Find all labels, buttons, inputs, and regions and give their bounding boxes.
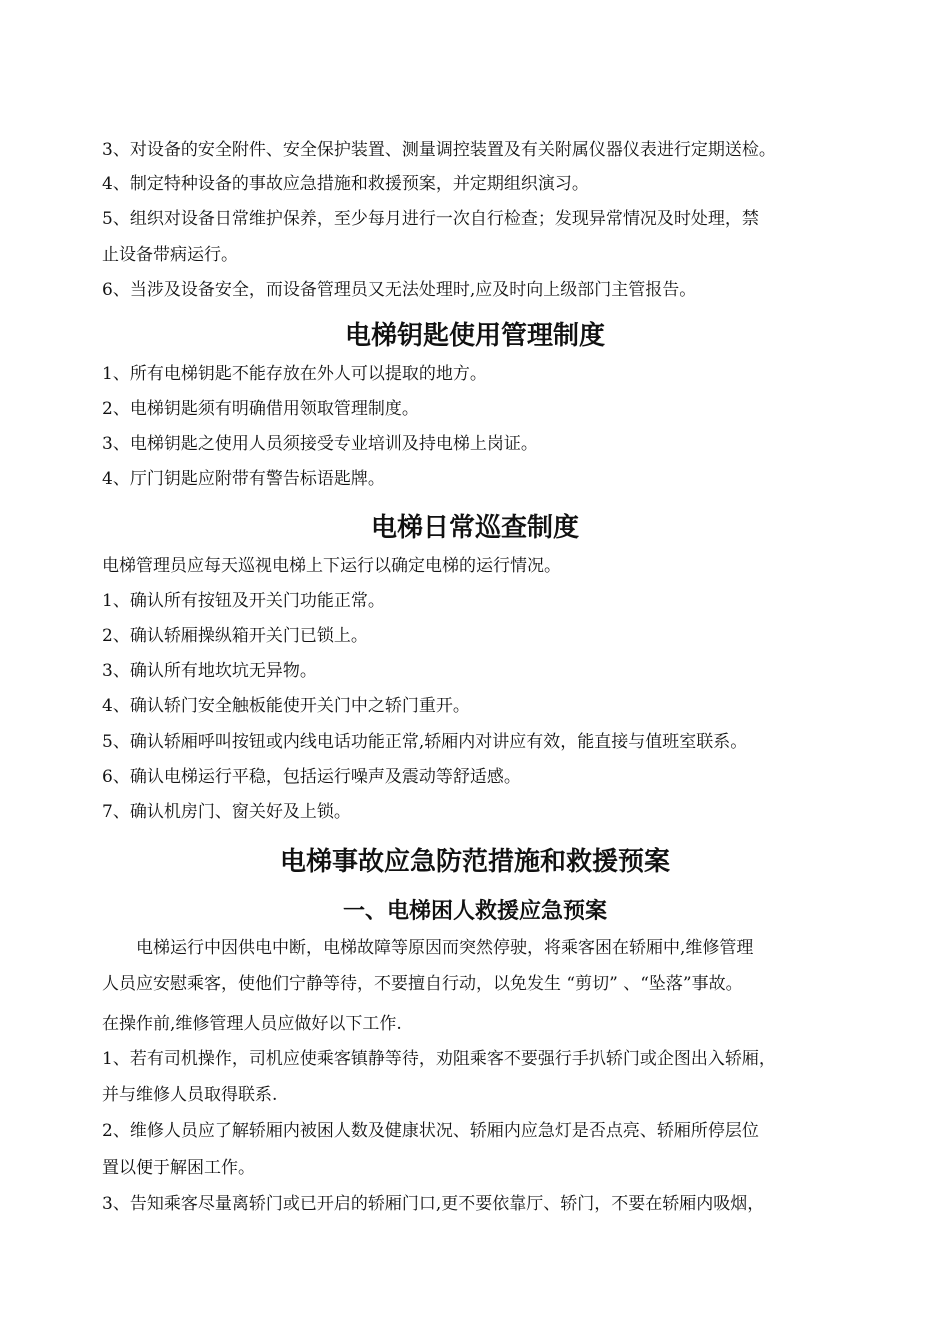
section-title-key-policy: 电梯钥匙使用管理制度 <box>344 321 605 351</box>
paragraph-line: 并与维修人员取得联系. <box>102 1085 278 1105</box>
paragraph-line: 人员应安慰乘客，使他们宁静等待，不要擅自行动，以免发生 “剪切” 、“坠落”事故。 <box>102 974 743 994</box>
paragraph-line: 置以便于解困工作。 <box>102 1158 255 1178</box>
paragraph-line: 在操作前,维修管理人员应做好以下工作. <box>102 1014 402 1034</box>
paragraph-line: 电梯运行中因供电中断，电梯故障等原因而突然停驶，将乘客困在轿厢中,维修管理 <box>102 938 754 958</box>
paragraph-line: 3、对设备的安全附件、安全保护装置、测量调控装置及有关附属仪器仪表进行定期送检。 <box>102 140 776 160</box>
paragraph-line: 4、制定特种设备的事故应急措施和救援预案，并定期组织演习。 <box>102 174 589 194</box>
section-title-daily-check: 电梯日常巡查制度 <box>370 513 579 543</box>
list-item: 4、厅门钥匙应附带有警告标语匙牌。 <box>102 469 385 489</box>
list-item: 3、确认所有地坎坑无异物。 <box>102 661 317 681</box>
section-title-emergency: 电梯事故应急防范措施和救援预案 <box>279 847 670 877</box>
list-item: 6、确认电梯运行平稳，包括运行噪声及震动等舒适感。 <box>102 767 521 787</box>
list-item: 2、确认轿厢操纵箱开关门已锁上。 <box>102 626 368 646</box>
list-item: 3、告知乘客尽量离轿门或已开启的轿厢门口,更不要依靠厅、轿门，不要在轿厢内吸烟， <box>102 1194 765 1214</box>
list-item: 5、确认轿厢呼叫按钮或内线电话功能正常,轿厢内对讲应有效，能直接与值班室联系。 <box>102 732 748 752</box>
paragraph-line: 电梯管理员应每天巡视电梯上下运行以确定电梯的运行情况。 <box>102 556 561 576</box>
list-item: 1、若有司机操作，司机应使乘客镇静等待，劝阻乘客不要强行手扒轿门或企图出入轿厢， <box>102 1049 776 1069</box>
list-item: 7、确认机房门、窗关好及上锁。 <box>102 802 351 822</box>
list-item: 3、电梯钥匙之使用人员须接受专业培训及持电梯上岗证。 <box>102 434 538 454</box>
list-item: 2、电梯钥匙须有明确借用领取管理制度。 <box>102 399 419 419</box>
paragraph-line: 6、当涉及设备安全，而设备管理员又无法处理时,应及时向上级部门主管报告。 <box>102 280 697 300</box>
paragraph-line: 5、组织对设备日常维护保养，至少每月进行一次自行检查；发现异常情况及时处理，禁 <box>102 209 759 229</box>
paragraph-line: 止设备带病运行。 <box>102 245 238 265</box>
list-item: 4、确认轿门安全触板能使开关门中之轿门重开。 <box>102 696 470 716</box>
list-item: 2、维修人员应了解轿厢内被困人数及健康状况、轿厢内应急灯是否点亮、轿厢所停层位 <box>102 1121 759 1141</box>
list-item: 1、所有电梯钥匙不能存放在外人可以提取的地方。 <box>102 364 487 384</box>
section-subtitle-rescue: 一、电梯困人救援应急预案 <box>342 899 607 924</box>
list-item: 1、确认所有按钮及开关门功能正常。 <box>102 591 385 611</box>
